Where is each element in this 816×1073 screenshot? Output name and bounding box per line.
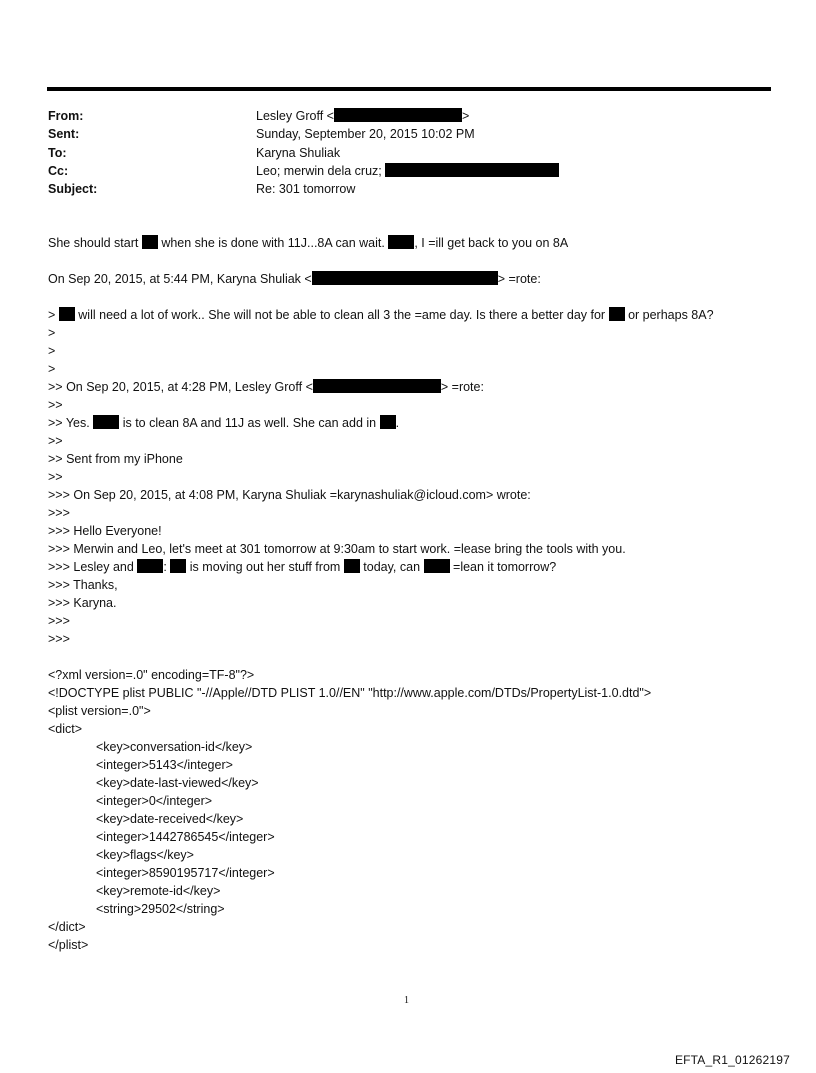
body-line: >>> On Sep 20, 2015, at 4:08 PM, Karyna Shuliak =karynashuliak@icloud.com> wrote: bbox=[48, 488, 531, 502]
to-label: To: bbox=[48, 146, 67, 160]
from-label: From: bbox=[48, 109, 84, 123]
body-line: >> Yes. is to clean 8A and 11J as well. She can add in . bbox=[48, 416, 400, 430]
body-line: She should start when she is done with 11J...8A can wait. , I =ill get back to you on 8A bbox=[48, 236, 569, 250]
body-line: > bbox=[48, 344, 56, 358]
redaction bbox=[424, 559, 450, 573]
body-line: >>> Thanks, bbox=[48, 578, 118, 592]
cc-value: Leo; merwin dela cruz; bbox=[256, 164, 382, 178]
body-line: >>> Karyna. bbox=[48, 596, 117, 610]
body-line: >>> bbox=[48, 614, 70, 628]
body-line: On Sep 20, 2015, at 5:44 PM, Karyna Shuliak < > =rote: bbox=[48, 272, 541, 286]
redaction bbox=[142, 235, 158, 249]
plist-line: <?xml version=.0" encoding=TF-8"?> bbox=[48, 668, 255, 682]
from-name: Lesley Groff < bbox=[256, 109, 334, 123]
plist-line: <string>29502</string> bbox=[96, 902, 225, 916]
plist-line: </plist> bbox=[48, 938, 89, 952]
redaction bbox=[388, 235, 414, 249]
cc-label: Cc: bbox=[48, 164, 69, 178]
plist-line: <!DOCTYPE plist PUBLIC "-//Apple//DTD PLIST 1.0//EN" "http://www.apple.com/DTDs/PropertyList-1.0.dtd"> bbox=[48, 686, 652, 700]
body-line: >> bbox=[48, 470, 63, 484]
redaction bbox=[344, 559, 360, 573]
body-line: > will need a lot of work.. She will not be able to clean all 3 the =ame day. Is there a better day for or perhaps 8A? bbox=[48, 308, 714, 322]
body-line: >> bbox=[48, 398, 63, 412]
redaction bbox=[609, 307, 625, 321]
redaction bbox=[313, 379, 441, 393]
body-line: >> On Sep 20, 2015, at 4:28 PM, Lesley Groff < > =rote: bbox=[48, 380, 484, 394]
header-rule bbox=[47, 87, 771, 91]
body-line: > bbox=[48, 362, 56, 376]
plist-line: <key>conversation-id</key> bbox=[96, 740, 253, 754]
page-number: 1 bbox=[404, 995, 409, 1006]
body-line: >>> bbox=[48, 506, 70, 520]
plist-line: <key>date-received</key> bbox=[96, 812, 244, 826]
redaction bbox=[334, 108, 462, 122]
redaction bbox=[59, 307, 75, 321]
redaction bbox=[385, 163, 559, 177]
plist-line: <integer>8590195717</integer> bbox=[96, 866, 275, 880]
plist-line: </dict> bbox=[48, 920, 86, 934]
body-line: >>> Hello Everyone! bbox=[48, 524, 162, 538]
sent-label: Sent: bbox=[48, 127, 80, 141]
bates-number: EFTA_R1_01262197 bbox=[674, 1053, 790, 1067]
from-suffix: > bbox=[461, 109, 470, 123]
redaction bbox=[137, 559, 163, 573]
redaction bbox=[93, 415, 119, 429]
body-line: >> bbox=[48, 434, 63, 448]
plist-line: <plist version=.0"> bbox=[48, 704, 151, 718]
redaction bbox=[170, 559, 186, 573]
sent-value: Sunday, September 20, 2015 10:02 PM bbox=[256, 127, 475, 141]
body-line: > bbox=[48, 326, 56, 340]
plist-line: <integer>0</integer> bbox=[96, 794, 213, 808]
plist-line: <key>date-last-viewed</key> bbox=[96, 776, 259, 790]
redaction bbox=[312, 271, 498, 285]
body-line: >>> bbox=[48, 632, 70, 646]
plist-line: <integer>1442786545</integer> bbox=[96, 830, 275, 844]
subject-value: Re: 301 tomorrow bbox=[256, 182, 356, 196]
plist-line: <key>flags</key> bbox=[96, 848, 194, 862]
to-value: Karyna Shuliak bbox=[256, 146, 341, 160]
body-line: >>> Merwin and Leo, let's meet at 301 tomorrow at 9:30am to start work. =lease bring the tools with you. bbox=[48, 542, 626, 556]
body-line: >> Sent from my iPhone bbox=[48, 452, 183, 466]
plist-line: <dict> bbox=[48, 722, 83, 736]
subject-label: Subject: bbox=[48, 182, 98, 196]
body-line: >>> Lesley and : is moving out her stuff from today, can =lean it tomorrow? bbox=[48, 560, 557, 574]
plist-line: <key>remote-id</key> bbox=[96, 884, 221, 898]
redaction bbox=[380, 415, 396, 429]
plist-line: <integer>5143</integer> bbox=[96, 758, 233, 772]
